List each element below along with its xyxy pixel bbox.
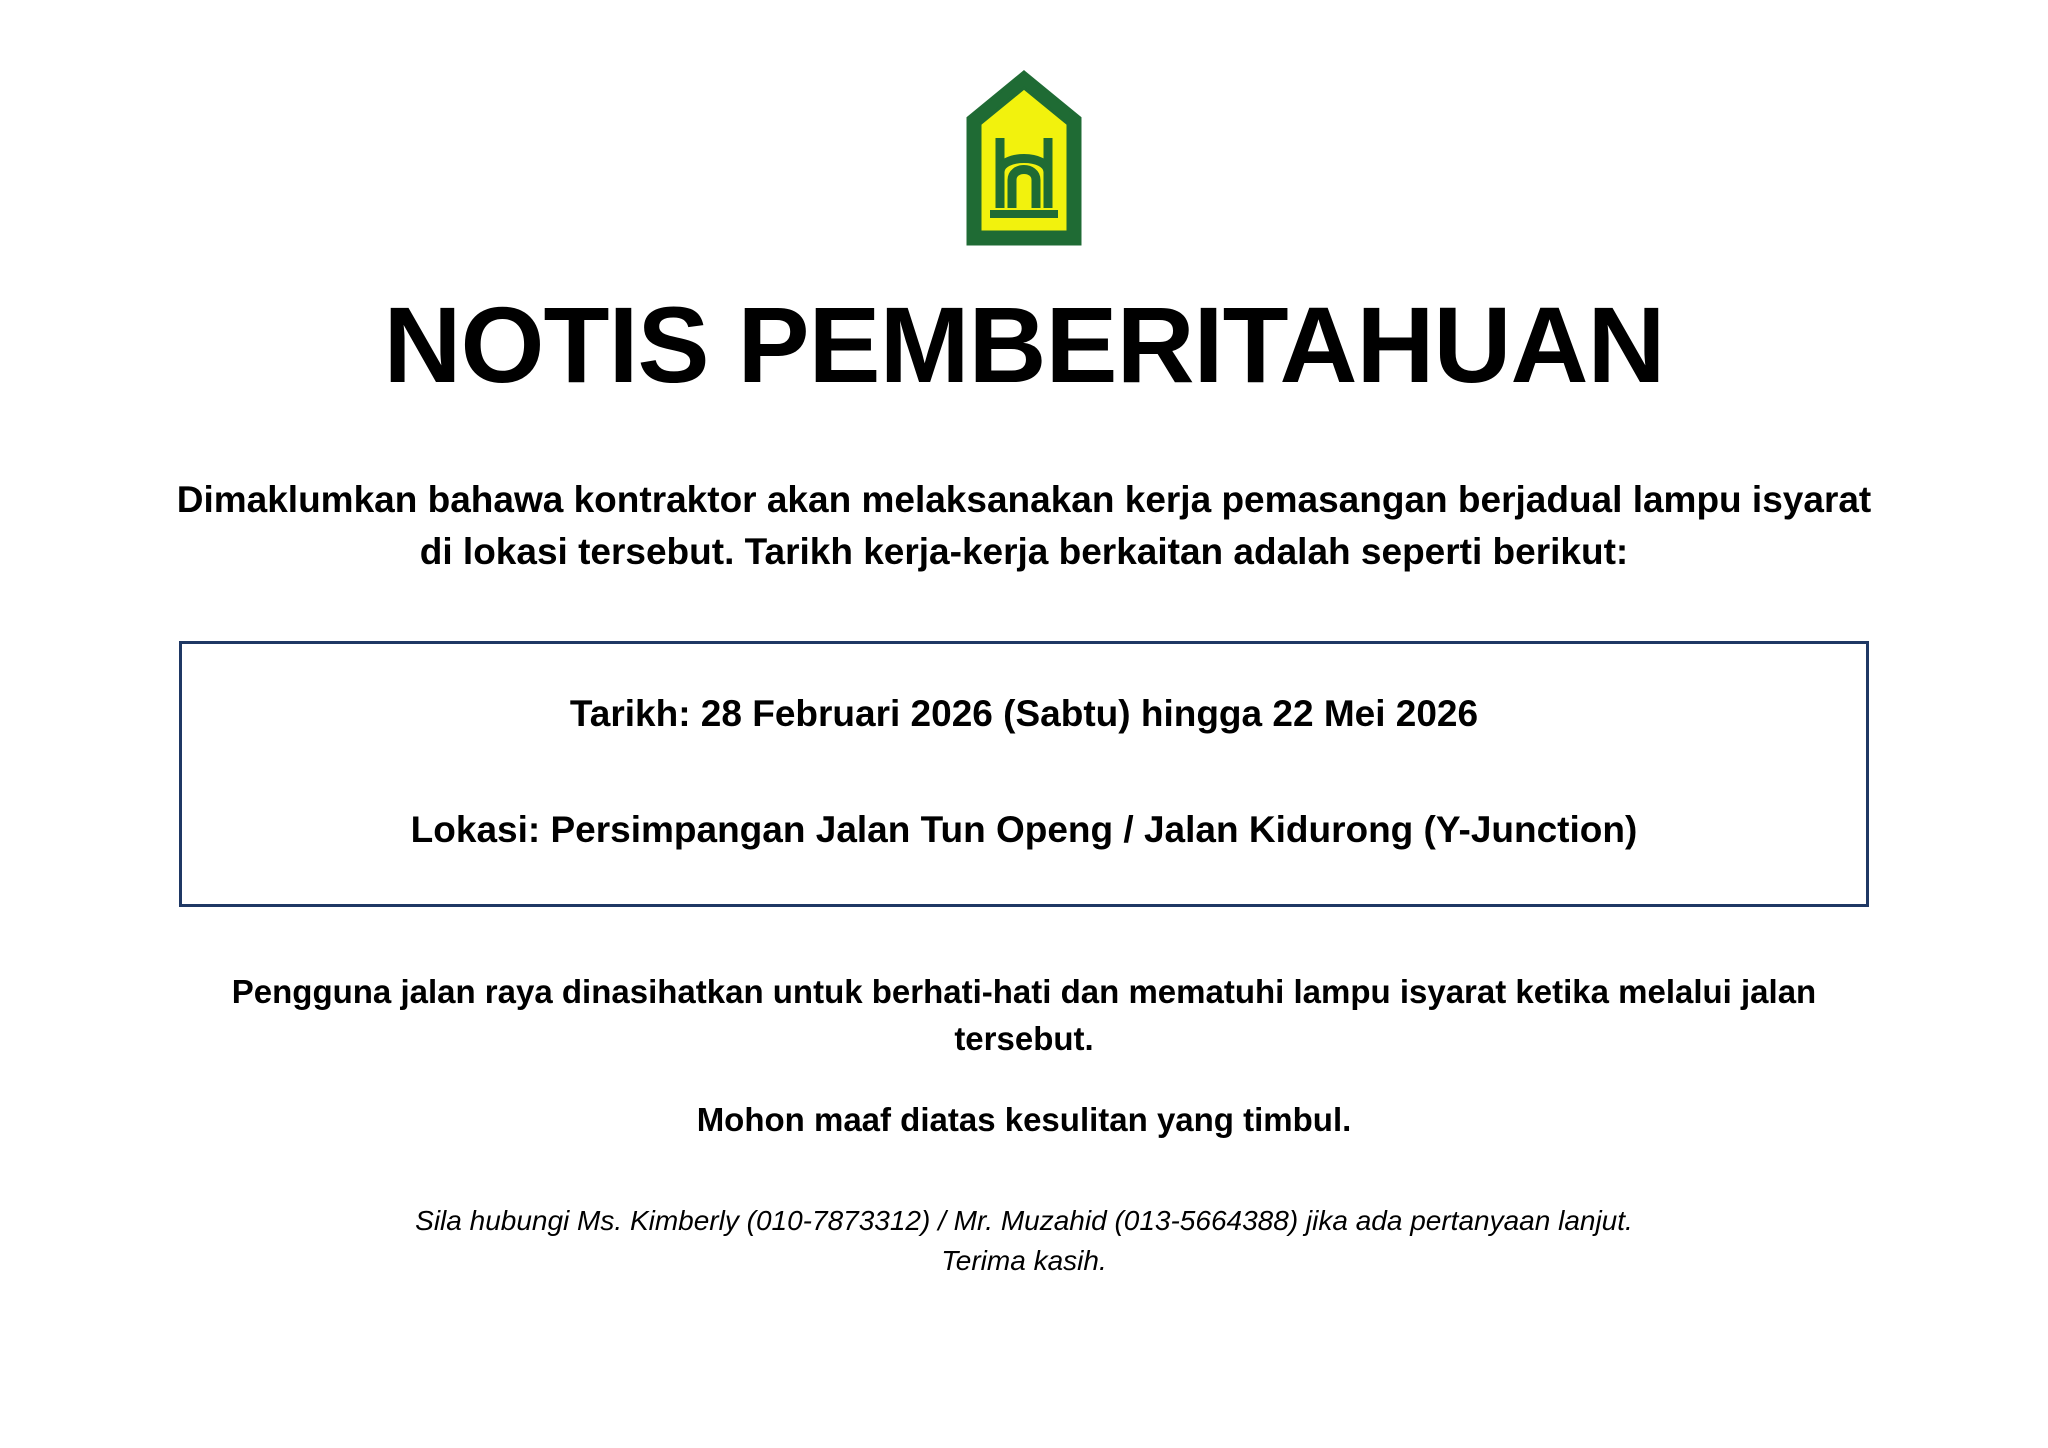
logo-container: [0, 0, 2048, 248]
footer-thanks: Terima kasih.: [941, 1245, 1107, 1277]
details-box: [179, 641, 1869, 907]
advisory-text: Pengguna jalan raya dinasihatkan untuk berhati-hati dan mematuhi lampu isyarat ketika melalui jalan tersebut.: [231, 973, 1817, 1057]
footer-block: [214, 1201, 1834, 1282]
apology-text: Mohon maaf diatas kesulitan yang timbul.: [696, 1100, 1352, 1138]
intro-paragraph: Dimaklumkan bahawa kontraktor akan melaksanakan kerja pemasangan berjadual lampu isyarat di lokasi tersebut. Tarikh kerja-kerja berkaitan adalah seperti berikut:: [176, 478, 1872, 573]
footer-contact: Sila hubungi Ms. Kimberly (010-7873312) / Mr. Muzahid (013-5664388) jika ada pertanyaan lanjut.: [415, 1204, 1633, 1236]
page-title: NOTIS PEMBERITAHUAN: [383, 284, 1665, 405]
date-line: Tarikh: 28 Februari 2026 (Sabtu) hingga 22 Mei 2026: [569, 692, 1479, 734]
sarawak-council-crest-icon: [960, 68, 1088, 248]
location-line: Lokasi: Persimpangan Jalan Tun Openg / Jalan Kidurong (Y-Junction): [410, 808, 1638, 850]
